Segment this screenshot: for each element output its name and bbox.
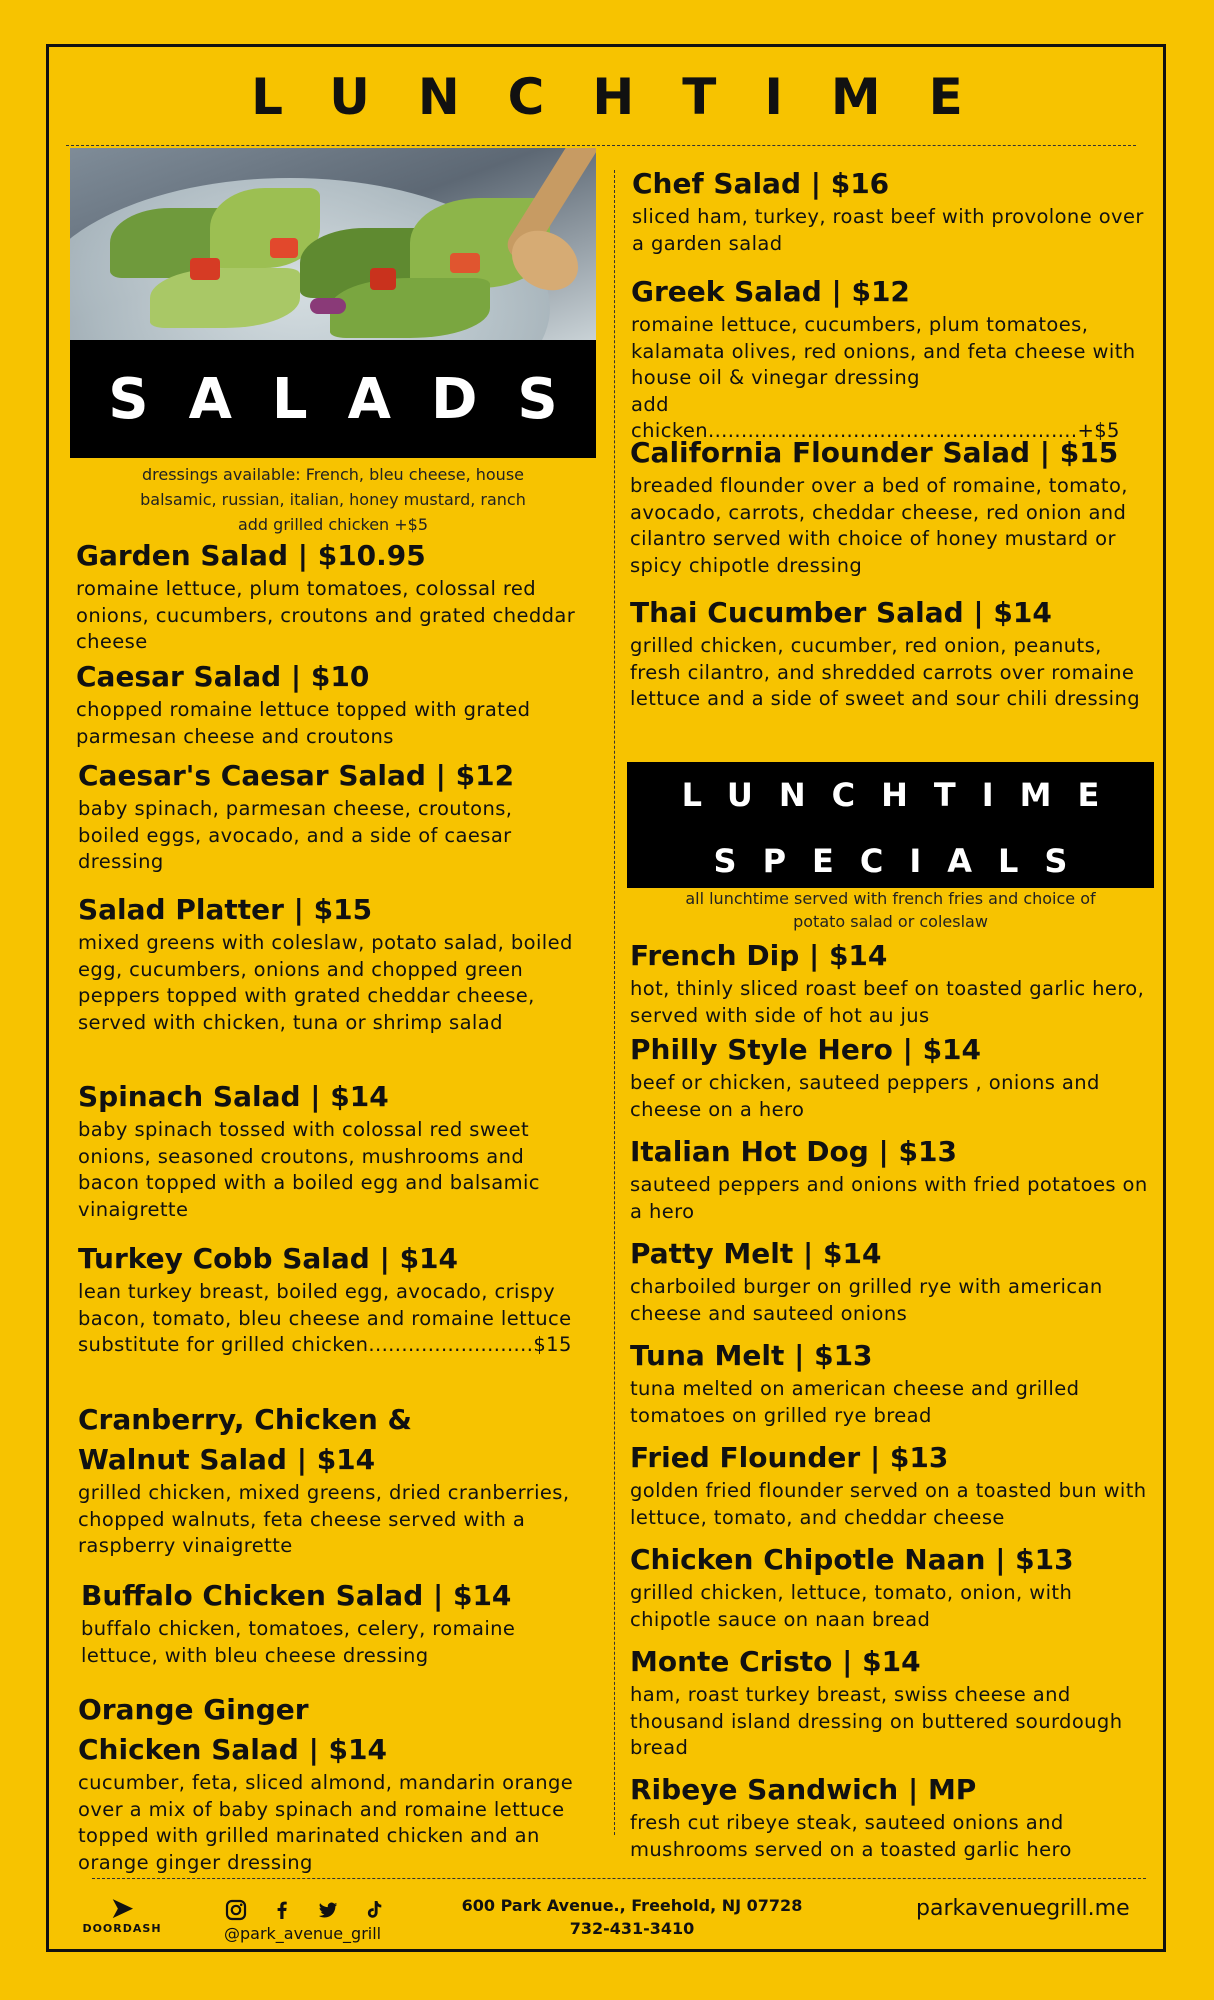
item-desc: beef or chicken, sauteed peppers , onions and cheese on a hero — [630, 1071, 1100, 1121]
divider-top — [66, 145, 1136, 146]
item-desc: baby spinach tossed with colossal red sweet onions, seasoned croutons, mushrooms and bacon topped with a boiled egg and balsamic vinaigrette — [78, 1118, 540, 1221]
menu-item-caesars-caesar-salad — [78, 756, 578, 876]
menu-item-italian-hot-dog — [630, 1132, 1150, 1225]
item-desc: ham, roast turkey breast, swiss cheese and thousand island dressing on buttered sourdough bread — [630, 1683, 1123, 1759]
tiktok-icon[interactable] — [360, 1896, 388, 1924]
item-desc: cucumber, feta, sliced almond, mandarin orange over a mix of baby spinach and romaine lettuce topped with grilled marinated chicken and an orange ginger dressing — [78, 1771, 574, 1874]
item-name: Italian Hot Dog | $13 — [630, 1135, 957, 1168]
item-desc: sauteed peppers and onions with fried potatoes on a hero — [630, 1173, 1148, 1223]
twitter-icon[interactable] — [314, 1896, 342, 1924]
item-desc: grilled chicken, mixed greens, dried cranberries, chopped walnuts, feta cheese served with a raspberry vinaigrette — [78, 1481, 570, 1557]
item-name: Philly Style Hero | $14 — [630, 1033, 982, 1066]
menu-item-turkey-cobb-salad — [78, 1239, 578, 1359]
restaurant-address — [440, 1894, 824, 1940]
item-desc: buffalo chicken, tomatoes, celery, romaine lettuce, with bleu cheese dressing — [81, 1617, 516, 1667]
menu-item-caesar-salad — [76, 657, 596, 750]
item-name: Spinach Salad | $14 — [78, 1080, 389, 1113]
menu-item-ribeye-sandwich — [630, 1770, 1150, 1863]
social-handle: @park_avenue_grill — [224, 1924, 382, 1943]
item-name: Monte Cristo | $14 — [630, 1645, 921, 1678]
item-name: Tuna Melt | $13 — [630, 1339, 873, 1372]
item-name-line2: Chicken Salad | $14 — [78, 1733, 387, 1766]
item-name: Chicken Chipotle Naan | $13 — [630, 1543, 1074, 1576]
menu-item-garden-salad — [76, 536, 596, 656]
menu-item-chef-salad — [632, 164, 1152, 257]
item-name-line1: Cranberry, Chicken & — [78, 1403, 412, 1436]
menu-item-buffalo-chicken-salad — [81, 1576, 581, 1669]
item-desc: mixed greens with coleslaw, potato salad, boiled egg, cucumbers, onions and chopped green peppers topped with grated cheddar cheese, served with chicken, tuna or shrimp salad — [78, 931, 573, 1034]
doordash-link[interactable] — [72, 1891, 172, 1935]
item-name: Patty Melt | $14 — [630, 1237, 882, 1270]
menu-item-cranberry-chicken-walnut-salad — [78, 1400, 578, 1560]
item-desc: hot, thinly sliced roast beef on toasted garlic hero, served with side of hot au jus — [630, 977, 1145, 1027]
item-extra: substitute for grilled chicken.........................$15 — [78, 1333, 572, 1356]
social-icons — [222, 1896, 388, 1924]
item-name: Chef Salad | $16 — [632, 167, 890, 200]
menu-item-spinach-salad — [78, 1077, 588, 1223]
doordash-icon: ➤ — [109, 1891, 135, 1926]
item-name: Garden Salad | $10.95 — [76, 539, 426, 572]
item-name-line1: Orange Ginger — [78, 1693, 309, 1726]
menu-item-philly-style-hero — [630, 1030, 1150, 1123]
menu-item-tuna-melt — [630, 1336, 1150, 1429]
item-desc: sliced ham, turkey, roast beef with provolone over a garden salad — [632, 205, 1144, 255]
menu-item-patty-melt — [630, 1234, 1150, 1327]
item-name: Thai Cucumber Salad | $14 — [630, 596, 1052, 629]
doordash-label: DOORDASH — [82, 1922, 162, 1935]
salads-heading: SALADS — [70, 340, 596, 458]
salad-photo — [70, 148, 596, 340]
phone-number: 732-431-3410 — [569, 1919, 695, 1938]
item-desc: romaine lettuce, plum tomatoes, colossal red onions, cucumbers, croutons and grated cheddar cheese — [76, 577, 576, 653]
menu-item-fried-flounder — [630, 1438, 1160, 1531]
item-name: French Dip | $14 — [630, 939, 888, 972]
specials-heading: LUNCHTIME SPECIALS — [627, 762, 1154, 888]
item-name: Ribeye Sandwich | MP — [630, 1773, 977, 1806]
facebook-icon[interactable] — [268, 1896, 296, 1924]
menu-item-french-dip — [630, 936, 1160, 1029]
website-link[interactable]: parkavenuegrill.me — [916, 1896, 1130, 1921]
item-name: Greek Salad | $12 — [631, 275, 910, 308]
menu-item-greek-salad — [631, 272, 1151, 445]
divider-bottom — [92, 1878, 1146, 1879]
menu-item-thai-cucumber-salad — [630, 593, 1150, 713]
item-desc: chopped romaine lettuce topped with grated parmesan cheese and croutons — [76, 698, 531, 748]
menu-item-orange-ginger-chicken-salad — [78, 1690, 598, 1876]
menu-item-monte-cristo — [630, 1642, 1150, 1762]
specials-note: all lunchtime served with french fries and choice of potato salad or coleslaw — [685, 889, 1096, 931]
item-name-line2: Walnut Salad | $14 — [78, 1443, 376, 1476]
instagram-icon[interactable] — [222, 1896, 250, 1924]
address-line: 600 Park Avenue., Freehold, NJ 07728 — [461, 1896, 803, 1915]
item-name: California Flounder Salad | $15 — [630, 436, 1119, 469]
item-desc: grilled chicken, lettuce, tomato, onion, with chipotle sauce on naan bread — [630, 1581, 1073, 1631]
item-desc: lean turkey breast, boiled egg, avocado, crispy bacon, tomato, bleu cheese and romaine lettuce — [78, 1280, 572, 1330]
item-name: Caesar Salad | $10 — [76, 660, 370, 693]
menu-item-salad-platter — [78, 890, 588, 1036]
item-desc: romaine lettuce, cucumbers, plum tomatoes, kalamata olives, red onions, and feta cheese with house oil & vinegar dressing — [631, 313, 1136, 389]
item-name: Buffalo Chicken Salad | $14 — [81, 1579, 512, 1612]
item-desc: grilled chicken, cucumber, red onion, peanuts, fresh cilantro, and shredded carrots over romaine lettuce and a side of sweet and sour chili dressing — [630, 634, 1141, 710]
item-name: Fried Flounder | $13 — [630, 1441, 949, 1474]
item-desc: fresh cut ribeye steak, sauteed onions and mushrooms served on a toasted garlic hero — [630, 1811, 1072, 1861]
page-title: LUNCHTIME — [251, 68, 1011, 126]
item-desc: tuna melted on american cheese and grilled tomatoes on grilled rye bread — [630, 1377, 1080, 1427]
item-name: Salad Platter | $15 — [78, 893, 373, 926]
divider-middle — [614, 170, 615, 1835]
dressing-note: dressings available: French, bleu cheese, house balsamic, russian, italian, honey mustard, ranch add grilled chicken +$5 — [140, 465, 526, 534]
menu-item-california-flounder-salad — [630, 433, 1150, 579]
item-name: Turkey Cobb Salad | $14 — [78, 1242, 459, 1275]
menu-item-chicken-chipotle-naan — [630, 1540, 1150, 1633]
item-desc: golden fried flounder served on a toasted bun with lettuce, tomato, and cheddar cheese — [630, 1479, 1147, 1529]
item-desc: breaded flounder over a bed of romaine, tomato, avocado, carrots, cheddar cheese, red onion and cilantro served with choice of honey mustard or spicy chipotle dressing — [630, 474, 1128, 577]
item-desc: charboiled burger on grilled rye with american cheese and sauteed onions — [630, 1275, 1103, 1325]
item-name: Caesar's Caesar Salad | $12 — [78, 759, 515, 792]
item-desc: baby spinach, parmesan cheese, croutons, boiled eggs, avocado, and a side of caesar dressing — [78, 797, 513, 873]
item-extra: add chicken........................................................+$5 — [631, 392, 1120, 442]
